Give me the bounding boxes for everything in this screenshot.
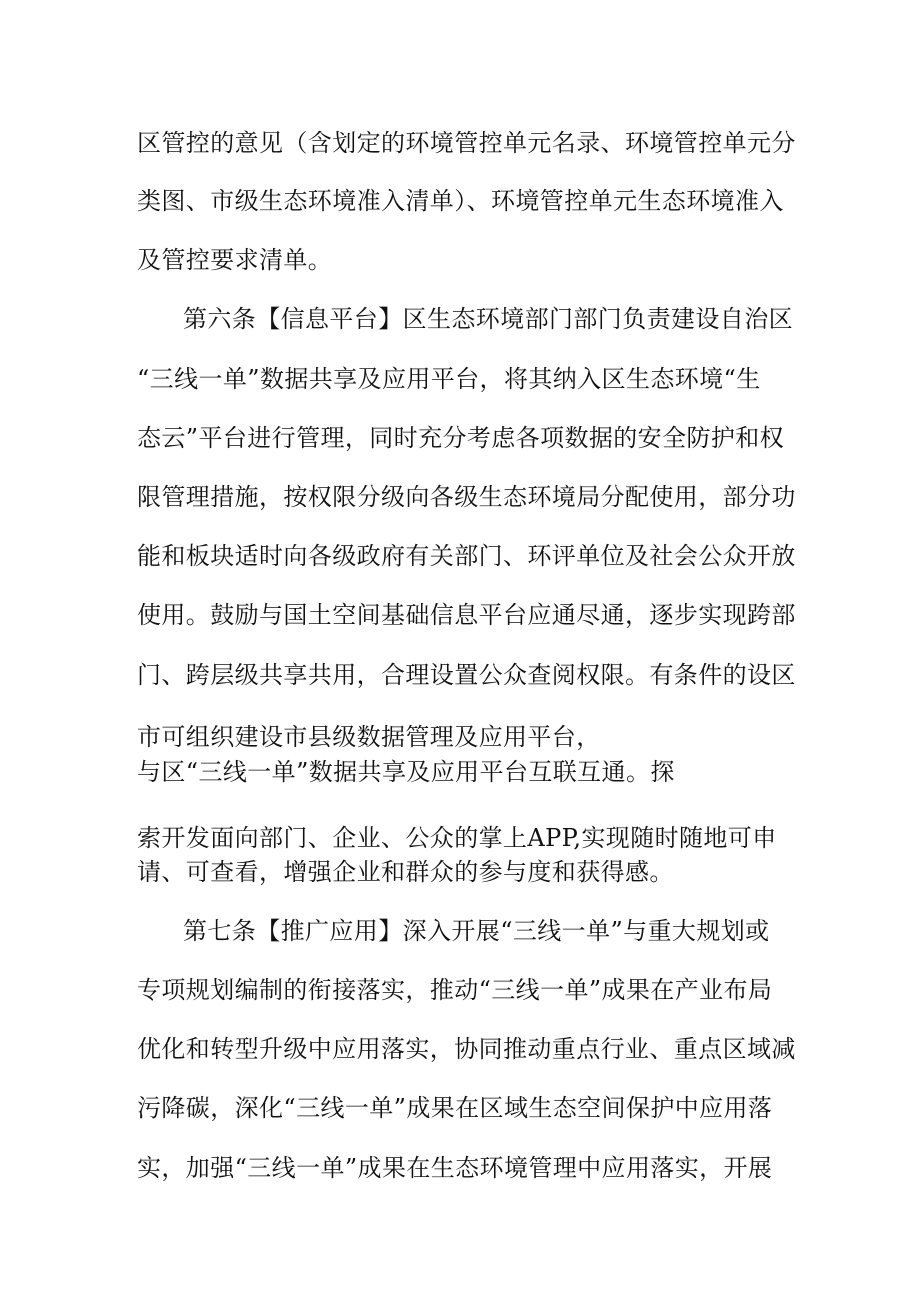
text-line: 限管理措施，按权限分级向各级生态环境局分配使用，部分功 xyxy=(137,483,796,511)
text-line: 与区“三线一单”数据共享及应用平台互联互通。探 xyxy=(137,758,675,786)
text-line: 及管控要求清单。 xyxy=(137,246,333,274)
text-line: 区管控的意见（含划定的环境管控单元名录、环境管控单元分 xyxy=(137,129,796,157)
text-line: 能和板块适时向各级政府有关部门、环评单位及社会公众开放 xyxy=(137,542,796,570)
text-line: “三线一单”数据共享及应用平台，将其纳入区生态环境“生 xyxy=(137,365,761,393)
text-line: 使用。鼓励与国土空间基础信息平台应通尽通，逐步实现跨部 xyxy=(137,601,796,629)
text-line: 态云”平台进行管理，同时充分考虑各项数据的安全防护和权 xyxy=(137,424,785,452)
text-line: 专项规划编制的衔接落实，推动“三线一单”成果在产业布局 xyxy=(137,976,773,1004)
text-line: 索开发面向部门、企业、公众的掌上APP,实现随时随地可申 xyxy=(137,824,777,852)
text-line: 门、跨层级共享共用，合理设置公众查阅权限。有条件的设区 xyxy=(137,661,796,689)
text-line: 实，加强“三线一单”成果在生态环境管理中应用落实，开展 xyxy=(137,1154,773,1182)
paragraph-start-line: 第六条【信息平台】区生态环境部门部门负责建设自治区 xyxy=(183,305,793,333)
text-line: 请、可查看，增强企业和群众的参与度和获得感。 xyxy=(137,858,674,886)
text-line: 类图、市级生态环境准入清单）、环境管控单元生态环境准入 xyxy=(137,187,784,215)
text-line: 污降碳，深化“三线一单”成果在区域生态空间保护中应用落 xyxy=(137,1094,773,1122)
text-line: 优化和转型升级中应用落实，协同推动重点行业、重点区域减 xyxy=(137,1035,796,1063)
text-line: 市可组织建设市县级数据管理及应用平台， xyxy=(137,723,601,751)
paragraph-start-line: 第七条【推广应用】深入开展“三线一单”与重大规划或 xyxy=(183,917,770,945)
